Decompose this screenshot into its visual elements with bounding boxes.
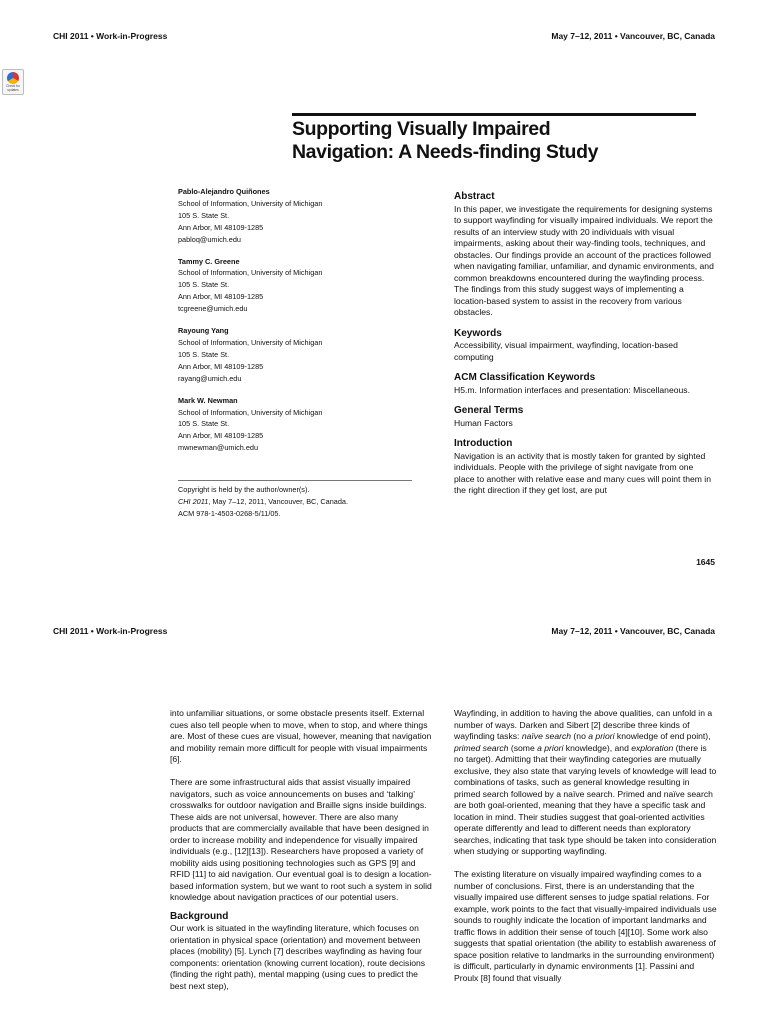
page-number: 1645 bbox=[696, 557, 715, 567]
update-badge-icon bbox=[7, 72, 19, 84]
author-entry bbox=[178, 395, 418, 455]
author-name: Rayoung Yang bbox=[178, 326, 229, 336]
acm-isbn-line: ACM 978-1-4503-0268-5/11/05. bbox=[178, 508, 281, 518]
page2-header-right: May 7–12, 2011 • Vancouver, BC, Canada bbox=[551, 626, 715, 636]
body-paragraph: There are some infrastructural aids that assist visually impaired navigators, such as voice announcements on buses and ‘talking’ crosswalks for outdoor navigation and Braille signs inside buildings. These aids are not universal, however. There are also many products that are commercially available that have been designed in order to increase mobility and independence for visually impaired individuals (e.g., [12][13]). Researchers have proposed a variety of mobility aids using positioning technologies such as GPS [9] and RFID [11] to aid navigation. Our eventual goal is to design a location-based information system, but we want to root such a system in solid knowledge about navigation practices of our potential users. bbox=[170, 777, 432, 902]
update-badge-label: Check for updates bbox=[6, 84, 20, 92]
author-email[interactable]: rayang@umich.edu bbox=[178, 373, 242, 383]
body-paragraph bbox=[454, 708, 718, 858]
author-name: Mark W. Newman bbox=[178, 395, 238, 405]
author-name: Pablo-Alejandro Quiñones bbox=[178, 187, 270, 196]
author-email[interactable]: mwnewman@umich.edu bbox=[178, 443, 259, 453]
page2-right-column bbox=[454, 708, 718, 984]
text-run: knowledge of end point), bbox=[614, 731, 711, 741]
author-city: Ann Arbor, MI 48109-1285 bbox=[178, 431, 264, 441]
author-email[interactable]: tcgreene@umich.edu bbox=[178, 304, 248, 314]
title-line-1: Supporting Visually Impaired bbox=[292, 118, 551, 140]
page2-left-column bbox=[170, 708, 432, 992]
body-paragraph: into unfamiliar situations, or some obstacle presents itself. External cues also tell people when to move, when to stop, and where things are. Most of these cues are visual, however, meaning that navigation and mobility remain more difficult for people with visual impairments [6]. bbox=[170, 708, 432, 764]
author-affiliation: School of Information, University of Michigan bbox=[178, 337, 323, 347]
copyright-line: Copyright is held by the author/owner(s). bbox=[178, 485, 310, 494]
text-run: knowledge), and bbox=[563, 742, 632, 753]
author-city: Ann Arbor, MI 48109-1285 bbox=[178, 292, 264, 302]
italic-term: primed search bbox=[454, 742, 509, 753]
conference-details: , May 7–12, 2011, Vancouver, BC, Canada. bbox=[208, 496, 348, 506]
background-heading: Background bbox=[170, 910, 229, 922]
italic-term: exploration bbox=[631, 742, 674, 753]
abstract-heading: Abstract bbox=[454, 191, 495, 202]
title-rule bbox=[292, 113, 696, 116]
author-street: 105 S. State St. bbox=[178, 280, 230, 290]
general-terms-heading: General Terms bbox=[454, 405, 524, 416]
abstract-text: In this paper, we investigate the requirements for designing systems to support wayfinding for visually impaired individuals. We report the results of an interview study with 20 individuals with visual impairments, asking about their way-finding tools, techniques, and obstacles. Our findings provide an account of the practices followed when navigating familiar, unfamiliar, and dynamic environments, and common breakdowns encountered during the wayfinding process. The findings from this study suggest ways of implementing a location-based system to assist in the recovery from various obstacles. bbox=[454, 203, 714, 317]
author-street: 105 S. State St. bbox=[178, 419, 230, 429]
italic-term: a priori bbox=[588, 731, 615, 741]
title-line-2: Navigation: A Needs-finding Study bbox=[292, 141, 599, 163]
introduction-heading: Introduction bbox=[454, 438, 513, 449]
introduction-text: Navigation is an activity that is mostly taken for granted by sighted individuals. People with the privilege of sight navigate from one place to another with relative ease and many cues will point them in the right direction if they get lost, are put bbox=[454, 450, 711, 495]
copyright-block bbox=[178, 484, 418, 520]
author-street: 105 S. State St. bbox=[178, 210, 230, 220]
author-email[interactable]: pabloq@umich.edu bbox=[178, 234, 241, 244]
author-affiliation: School of Information, University of Michigan bbox=[178, 407, 323, 417]
author-city: Ann Arbor, MI 48109-1285 bbox=[178, 361, 264, 371]
author-name: Tammy C. Greene bbox=[178, 256, 240, 266]
author-entry bbox=[178, 325, 418, 385]
text-run: Wayfinding, in addition to having the above qualities, can unfold in a number of ways. Darken and Sibert [2] describe three kinds of wayfinding tasks: bbox=[454, 708, 713, 741]
keywords-heading: Keywords bbox=[454, 327, 502, 339]
paper-title bbox=[292, 118, 598, 164]
conference-name: CHI 2011 bbox=[178, 496, 209, 506]
text-run: (there is no target). Admitting that their wayfinding categories are mutually exclusive, they also state that varying levels of knowledge will lead to combinations of tasks, such as general knowledge resulting in primed search followed by a naïve search. Primed and naïve search are both goal-oriented, meaning that they have a specific task and location in mind. Their studies suggest that goal-oriented activities operate differently and lead to different needs than exploratory searches, indicating that task type should be taken into consideration when studying or supporting wayfinding. bbox=[454, 742, 717, 856]
author-street: 105 S. State St. bbox=[178, 349, 230, 359]
check-for-updates-badge[interactable] bbox=[2, 69, 24, 95]
general-terms-text: Human Factors bbox=[454, 417, 513, 428]
keywords-text: Accessibility, visual impairment, wayfinding, location-based computing bbox=[454, 340, 678, 362]
author-block bbox=[178, 186, 418, 464]
italic-term: a priori bbox=[537, 742, 564, 753]
author-entry bbox=[178, 256, 418, 316]
body-paragraph: Our work is situated in the wayfinding literature, which focuses on orientation in physical space (orientation) and movement between places (mobility) [5]. Lynch [7] describes wayfinding as having four components: orientation (knowing current location), route decisions (finding the right path), mental mapping (using cues to predict the best next step), bbox=[170, 923, 426, 991]
author-city: Ann Arbor, MI 48109-1285 bbox=[178, 222, 264, 232]
page2-header-left: CHI 2011 • Work-in-Progress bbox=[53, 626, 168, 636]
text-run: (some bbox=[508, 742, 538, 753]
acm-classification-text: H5.m. Information interfaces and presentation: Miscellaneous. bbox=[454, 384, 690, 395]
author-affiliation: School of Information, University of Michigan bbox=[178, 198, 323, 208]
acm-classification-heading: ACM Classification Keywords bbox=[454, 372, 596, 383]
italic-term: naïve search bbox=[521, 731, 572, 741]
author-entry bbox=[178, 186, 418, 246]
page1-header-left: CHI 2011 • Work-in-Progress bbox=[53, 31, 168, 41]
copyright-rule bbox=[178, 480, 412, 481]
body-paragraph: The existing literature on visually impaired wayfinding comes to a number of conclusions. First, there is an understanding that the visually impaired use different senses to judge spatial relations. For example, work points to the fact that visually-impaired individuals use sounds to roughly indicate the location of important landmarks and traffic flows in addition their sense of touch [4][10]. Some work also suggests that spatial orientation (the ability to establish awareness of space position relative to landmarks in the surrounding environment) is difficult, particularly in dynamic environments [1]. Passini and Proulx [8] found that visually bbox=[454, 869, 717, 983]
text-run: (no bbox=[571, 731, 589, 741]
page1-right-column bbox=[454, 191, 716, 497]
conference-line bbox=[178, 496, 418, 508]
author-affiliation: School of Information, University of Michigan bbox=[178, 268, 323, 278]
page1-header-right: May 7–12, 2011 • Vancouver, BC, Canada bbox=[551, 31, 715, 41]
